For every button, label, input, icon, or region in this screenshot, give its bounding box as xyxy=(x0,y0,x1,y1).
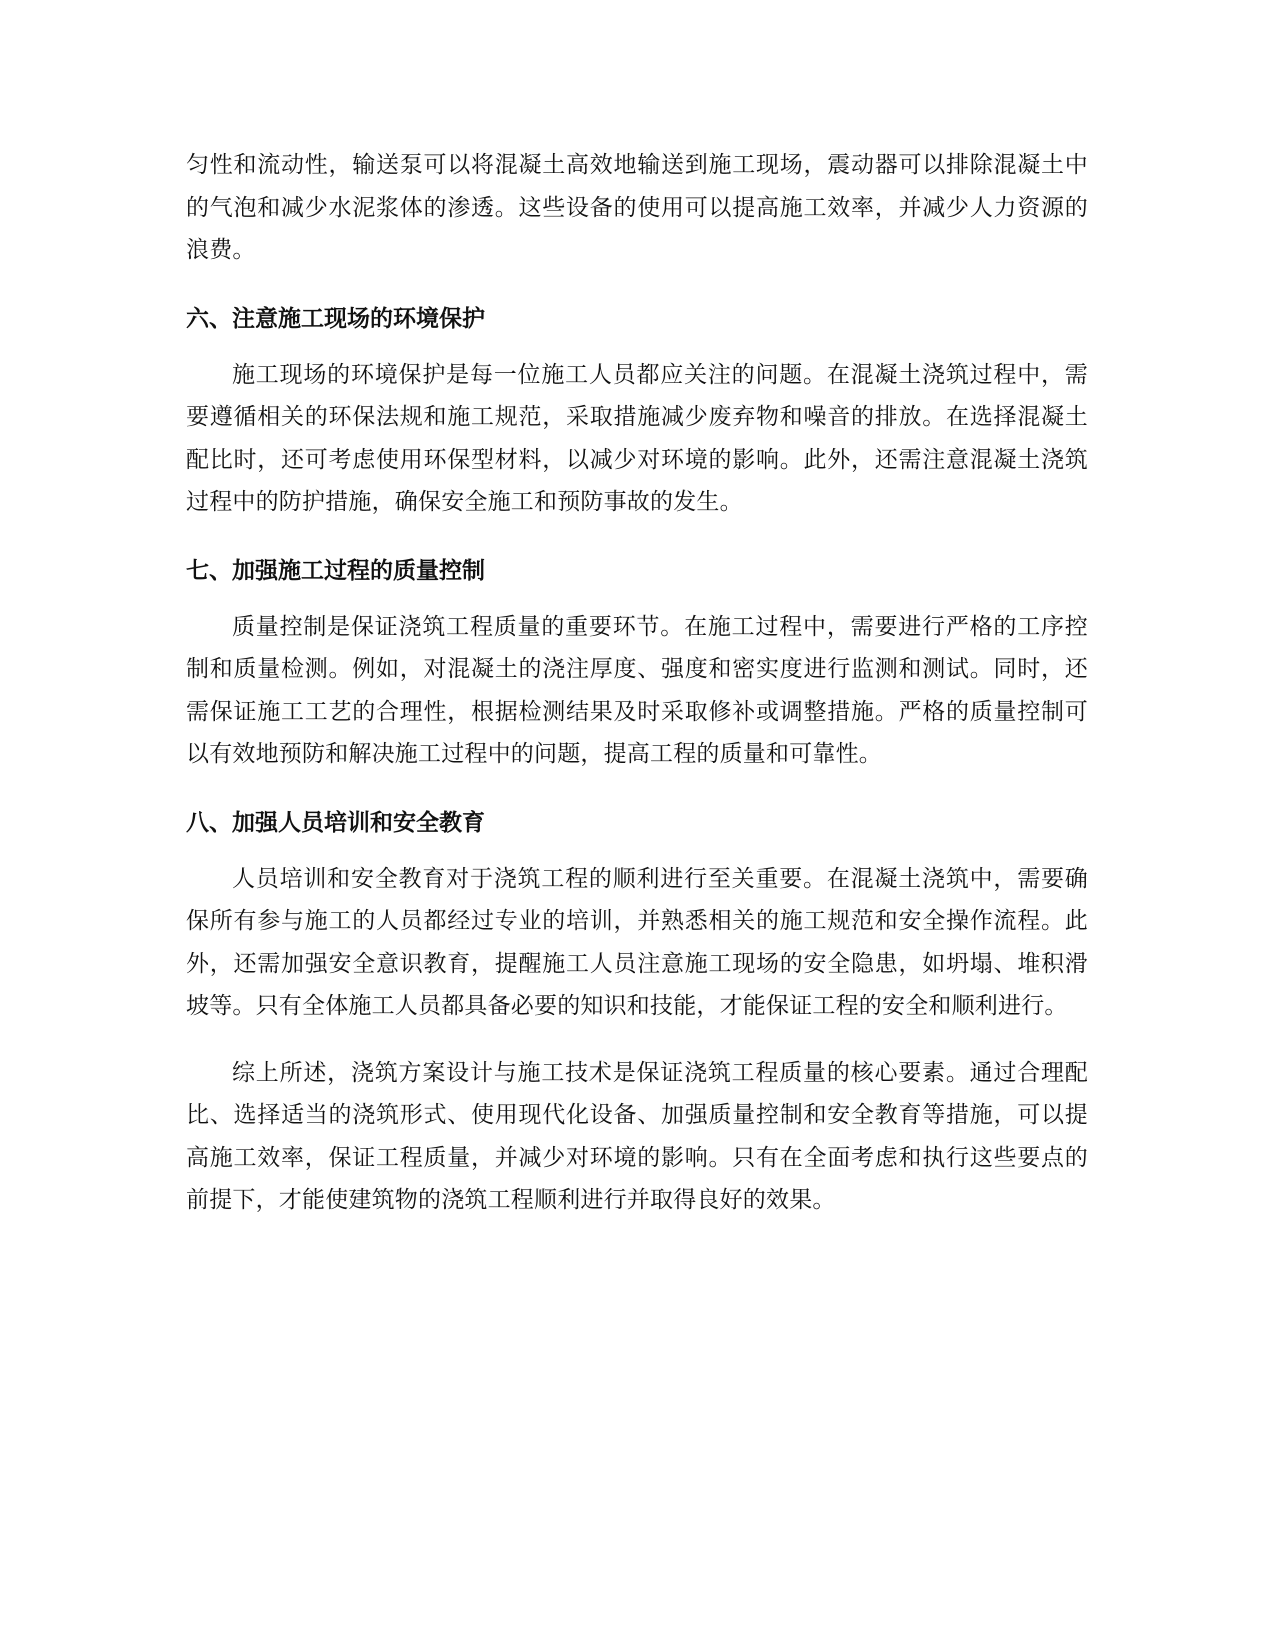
section-body-quality-control: 质量控制是保证浇筑工程质量的重要环节。在施工过程中，需要进行严格的工序控制和质量检测。例如，对混凝土的浇注厚度、强度和密实度进行监测和测试。同时，还需保证施工工艺的合理性，根据检测结果及时采取修补或调整措施。严格的质量控制可以有效地预防和解决施工过程中的问题，提高工程的质量和可靠性。 xyxy=(186,613,1088,767)
section-heading-training: 八、加强人员培训和安全教育 xyxy=(186,809,485,836)
section-body-environment: 施工现场的环境保护是每一位施工人员都应关注的问题。在混凝土浇筑过程中，需要遵循相关的环保法规和施工规范，采取措施减少废弃物和噪音的排放。在选择混凝土配比时，还可考虑使用环保型材料，以减少对环境的影响。此外，还需注意混凝土浇筑过程中的防护措施，确保安全施工和预防事故的发生。 xyxy=(186,361,1088,515)
intro-paragraph: 匀性和流动性，输送泵可以将混凝土高效地输送到施工现场，震动器可以排除混凝土中的气泡和减少水泥浆体的渗透。这些设备的使用可以提高施工效率，并减少人力资源的浪费。 xyxy=(186,152,1088,263)
section-body-training: 人员培训和安全教育对于浇筑工程的顺利进行至关重要。在混凝土浇筑中，需要确保所有参与施工的人员都经过专业的培训，并熟悉相关的施工规范和安全操作流程。此外，还需加强安全意识教育，提醒施工人员注意施工现场的安全隐患，如坍塌、堆积滑坡等。只有全体施工人员都具备必要的知识和技能，才能保证工程的安全和顺利进行。 xyxy=(186,865,1088,1019)
section-heading-environment: 六、注意施工现场的环境保护 xyxy=(186,305,485,332)
conclusion-paragraph: 综上所述，浇筑方案设计与施工技术是保证浇筑工程质量的核心要素。通过合理配比、选择适当的浇筑形式、使用现代化设备、加强质量控制和安全教育等措施，可以提高施工效率，保证工程质量，并减少对环境的影响。只有在全面考虑和执行这些要点的前提下，才能使建筑物的浇筑工程顺利进行并取得良好的效果。 xyxy=(186,1059,1088,1213)
section-heading-quality-control: 七、加强施工过程的质量控制 xyxy=(186,557,485,584)
document-content xyxy=(186,144,1088,1222)
